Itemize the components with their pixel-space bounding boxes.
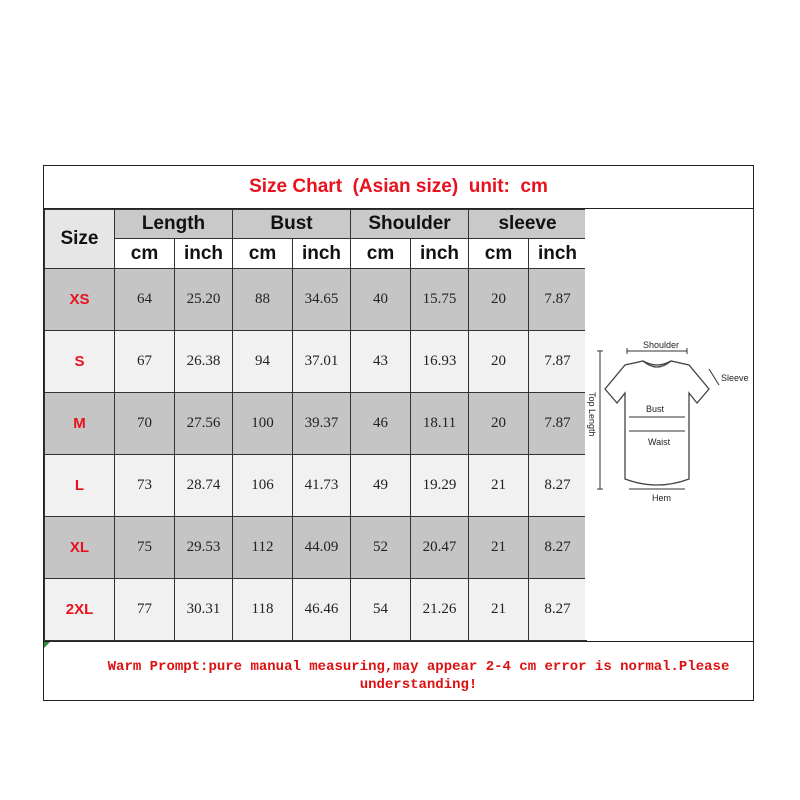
table-body xyxy=(45,269,587,641)
size-cell: XL xyxy=(45,517,115,579)
warm-prompt-text: Warm Prompt:pure manual measuring,may appear 2-4 cm error is normal.Please understanding! xyxy=(107,659,730,693)
size-cell: XS xyxy=(45,269,115,331)
value-cell: 43 xyxy=(351,331,411,393)
value-cell: 21.26 xyxy=(411,579,469,641)
value-cell: 40 xyxy=(351,269,411,331)
bust-label: Bust xyxy=(646,404,665,414)
value-cell: 94 xyxy=(233,331,293,393)
hem-label: Hem xyxy=(652,493,672,503)
value-cell: 27.56 xyxy=(175,393,233,455)
size-chart-frame xyxy=(43,165,754,701)
tshirt-diagram xyxy=(585,209,753,640)
table-row xyxy=(45,455,587,517)
value-cell: 37.01 xyxy=(293,331,351,393)
table-row xyxy=(45,393,587,455)
value-cell: 19.29 xyxy=(411,455,469,517)
value-cell: 67 xyxy=(115,331,175,393)
value-cell: 118 xyxy=(233,579,293,641)
size-cell: M xyxy=(45,393,115,455)
value-cell: 20.47 xyxy=(411,517,469,579)
table-row xyxy=(45,331,587,393)
value-cell: 25.20 xyxy=(175,269,233,331)
value-cell: 39.37 xyxy=(293,393,351,455)
value-cell: 26.38 xyxy=(175,331,233,393)
value-cell: 29.53 xyxy=(175,517,233,579)
unit-header: inch xyxy=(175,239,233,269)
size-header: Size xyxy=(45,210,115,269)
value-cell: 52 xyxy=(351,517,411,579)
warm-prompt xyxy=(44,641,753,700)
value-cell: 15.75 xyxy=(411,269,469,331)
value-cell: 46 xyxy=(351,393,411,455)
unit-header: cm xyxy=(351,239,411,269)
value-cell: 8.27 xyxy=(529,455,587,517)
value-cell: 46.46 xyxy=(293,579,351,641)
unit-header: inch xyxy=(411,239,469,269)
value-cell: 106 xyxy=(233,455,293,517)
group-header-sleeve: sleeve xyxy=(469,210,587,239)
value-cell: 34.65 xyxy=(293,269,351,331)
value-cell: 88 xyxy=(233,269,293,331)
sleeve-label: Sleeve xyxy=(721,373,749,383)
value-cell: 20 xyxy=(469,269,529,331)
group-header-row xyxy=(45,210,587,239)
sleeve-arrow xyxy=(709,369,719,385)
value-cell: 21 xyxy=(469,579,529,641)
unit-header-row xyxy=(45,239,587,269)
size-cell: L xyxy=(45,455,115,517)
value-cell: 77 xyxy=(115,579,175,641)
value-cell: 64 xyxy=(115,269,175,331)
table-row xyxy=(45,579,587,641)
unit-header: cm xyxy=(469,239,529,269)
value-cell: 70 xyxy=(115,393,175,455)
size-cell: S xyxy=(45,331,115,393)
value-cell: 7.87 xyxy=(529,331,587,393)
value-cell: 28.74 xyxy=(175,455,233,517)
tshirt-diagram-svg xyxy=(585,209,753,640)
tshirt-outline-icon xyxy=(605,361,709,485)
unit-header: inch xyxy=(293,239,351,269)
group-header-length: Length xyxy=(115,210,233,239)
table-row xyxy=(45,517,587,579)
unit-header: inch xyxy=(529,239,587,269)
value-cell: 21 xyxy=(469,517,529,579)
group-header-bust: Bust xyxy=(233,210,351,239)
group-header-shoulder: Shoulder xyxy=(351,210,469,239)
value-cell: 7.87 xyxy=(529,393,587,455)
table-row xyxy=(45,269,587,331)
value-cell: 8.27 xyxy=(529,579,587,641)
unit-header: cm xyxy=(115,239,175,269)
value-cell: 18.11 xyxy=(411,393,469,455)
value-cell: 75 xyxy=(115,517,175,579)
value-cell: 41.73 xyxy=(293,455,351,517)
value-cell: 44.09 xyxy=(293,517,351,579)
value-cell: 20 xyxy=(469,393,529,455)
chart-title: Size Chart (Asian size) unit: cm xyxy=(44,166,753,209)
waist-label: Waist xyxy=(648,437,671,447)
value-cell: 7.87 xyxy=(529,269,587,331)
size-cell: 2XL xyxy=(45,579,115,641)
shoulder-label: Shoulder xyxy=(643,340,680,350)
top-length-label: Top Length xyxy=(587,392,597,437)
value-cell: 30.31 xyxy=(175,579,233,641)
value-cell: 112 xyxy=(233,517,293,579)
value-cell: 20 xyxy=(469,331,529,393)
value-cell: 8.27 xyxy=(529,517,587,579)
value-cell: 16.93 xyxy=(411,331,469,393)
value-cell: 49 xyxy=(351,455,411,517)
corner-marker xyxy=(44,642,50,648)
value-cell: 100 xyxy=(233,393,293,455)
value-cell: 73 xyxy=(115,455,175,517)
value-cell: 54 xyxy=(351,579,411,641)
size-table xyxy=(44,209,587,641)
value-cell: 21 xyxy=(469,455,529,517)
unit-header: cm xyxy=(233,239,293,269)
